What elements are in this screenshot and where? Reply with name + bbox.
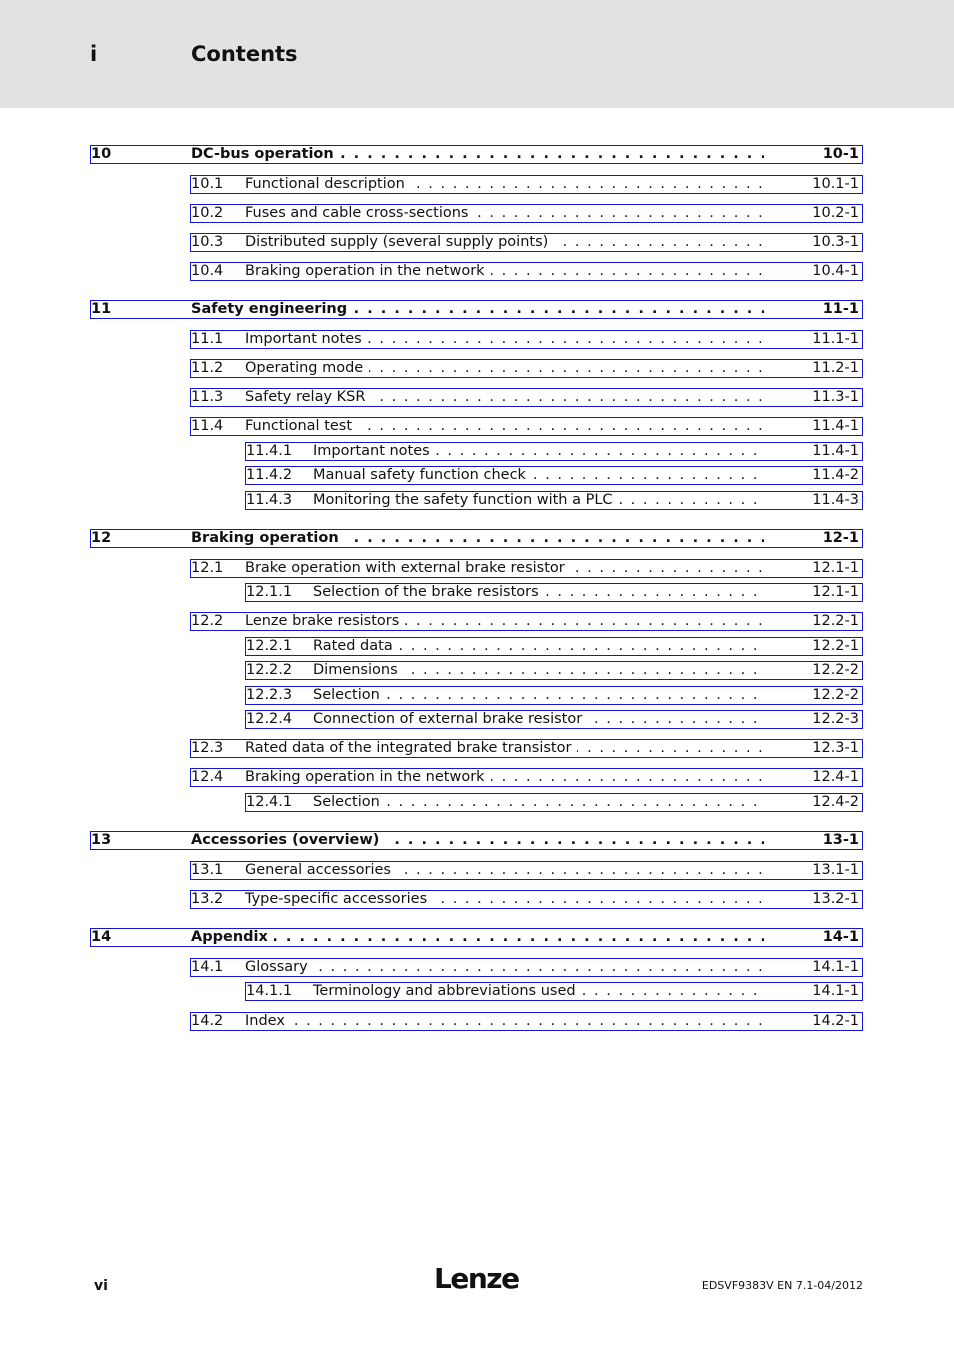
toc-entry-page: 11.4-3: [812, 492, 859, 508]
toc-entry-title: Distributed supply (several supply points): [245, 234, 554, 251]
toc-entry-12-4[interactable]: [190, 768, 863, 787]
toc-entry-page: 12.2-1: [812, 613, 859, 629]
toc-entry-title: Braking operation in the network: [245, 263, 491, 280]
toc-entry-number: 11.4.3: [246, 492, 293, 508]
toc-entry-page: 10.2-1: [812, 205, 859, 221]
toc-entry-11-4[interactable]: [190, 417, 863, 436]
toc-entry-page: 12.2-2: [812, 687, 859, 703]
toc-entry-title: Glossary: [245, 959, 314, 976]
toc-entry-number: 11: [91, 301, 112, 317]
toc-entry-page: 13.2-1: [812, 891, 859, 907]
toc-entry-page: 12.1-1: [812, 560, 859, 576]
toc-entry-page: 14.1-1: [812, 959, 859, 975]
toc-entry-11-3[interactable]: [190, 388, 863, 407]
toc-entry-11-1[interactable]: [190, 330, 863, 349]
toc-entry-number: 12.1.1: [246, 584, 293, 600]
toc-entry-11-2[interactable]: [190, 359, 863, 378]
toc-entry-page: 11.4-1: [812, 443, 859, 459]
toc-entry-title: Rated data: [313, 638, 399, 655]
page-title: Contents: [191, 42, 298, 66]
toc-entry-12-3[interactable]: [190, 739, 863, 758]
toc-entry-title: Selection: [313, 687, 386, 704]
toc-entry-number: 11.4.2: [246, 467, 293, 483]
toc-entry-number: 11.1: [191, 331, 224, 347]
toc-entry-title: Index: [245, 1013, 291, 1030]
toc-entry-title: Monitoring the safety function with a PLC: [313, 492, 619, 509]
toc-entry-page: 10.3-1: [812, 234, 859, 250]
toc-entry-10-4[interactable]: [190, 262, 863, 281]
toc-entry-12-2-2[interactable]: [245, 661, 863, 680]
toc-entry-12-2-4[interactable]: [245, 710, 863, 729]
toc-entry-title: Braking operation: [191, 530, 345, 547]
toc-entry-13-2[interactable]: [190, 890, 863, 909]
toc-entry-12-1-1[interactable]: [245, 583, 863, 602]
toc-entry-11-4-1[interactable]: [245, 442, 863, 461]
footer-page-number: vi: [94, 1278, 108, 1294]
toc-entry-title: Braking operation in the network: [245, 769, 491, 786]
toc-entry-title: Important notes: [245, 331, 368, 348]
toc-entry-number: 11.3: [191, 389, 224, 405]
toc-entry-title: Functional test: [245, 418, 358, 435]
toc-entry-title: Dimensions: [313, 662, 404, 679]
toc-entry-title: Selection of the brake resistors: [313, 584, 545, 601]
toc-entry-title: Connection of external brake resistor: [313, 711, 588, 728]
toc-entry-page: 11.4-1: [812, 418, 859, 434]
toc-entry-title: Selection: [313, 794, 386, 811]
toc-entry-page: 11.1-1: [812, 331, 859, 347]
toc-entry-number: 13.2: [191, 891, 224, 907]
toc-entry-number: 14.1.1: [246, 983, 293, 999]
toc-entry-number: 10.4: [191, 263, 224, 279]
toc-entry-page: 11.2-1: [812, 360, 859, 376]
toc-entry-number: 11.2: [191, 360, 224, 376]
toc-entry-12-2-1[interactable]: [245, 637, 863, 656]
toc-entry-title: Accessories (overview): [191, 832, 385, 849]
toc-entry-number: 12.4: [191, 769, 224, 785]
toc-entry-title: DC-bus operation: [191, 146, 340, 163]
toc-entry-number: 12.2: [191, 613, 224, 629]
toc-entry-10-2[interactable]: [190, 204, 863, 223]
toc-entry-number: 14: [91, 929, 112, 945]
toc-entry-number: 12: [91, 530, 112, 546]
toc-entry-14-1[interactable]: [190, 958, 863, 977]
toc-entry-number: 12.2.3: [246, 687, 293, 703]
toc-entry-number: 12.2.4: [246, 711, 293, 727]
toc-entry-title: Functional description: [245, 176, 411, 193]
toc-entry-page: 14.2-1: [812, 1013, 859, 1029]
toc-entry-title: Fuses and cable cross-sections: [245, 205, 475, 222]
toc-entry-page: 12.4-1: [812, 769, 859, 785]
toc-entry-12-1[interactable]: [190, 559, 863, 578]
toc-entry-page: 10.1-1: [812, 176, 859, 192]
chapter-marker: i: [90, 42, 98, 66]
toc-entry-title: Safety engineering: [191, 301, 353, 318]
toc-entry-title: Rated data of the integrated brake transistor: [245, 740, 577, 757]
toc-entry-title: Terminology and abbreviations used: [313, 983, 582, 1000]
toc-entry-number: 14.1: [191, 959, 224, 975]
toc-entry-title: General accessories: [245, 862, 397, 879]
toc-entry-number: 14.2: [191, 1013, 224, 1029]
toc-entry-number: 12.2.1: [246, 638, 293, 654]
toc-entry-title: Operating mode: [245, 360, 369, 377]
toc-entry-number: 12.3: [191, 740, 224, 756]
toc-entry-number: 10.1: [191, 176, 224, 192]
toc-entry-number: 10: [91, 146, 112, 162]
toc-entry-page: 12.4-2: [812, 794, 859, 810]
toc-entry-title: Lenze brake resistors: [245, 613, 405, 630]
toc-entry-page: 11.3-1: [812, 389, 859, 405]
toc-entry-page: 10-1: [822, 146, 859, 162]
toc-entry-14[interactable]: [90, 928, 863, 947]
toc-entry-number: 13.1: [191, 862, 224, 878]
toc-entry-page: 12.2-3: [812, 711, 859, 727]
toc-entry-page: 14.1-1: [812, 983, 859, 999]
toc-entry-12-2[interactable]: [190, 612, 863, 631]
toc-entry-11-4-3[interactable]: [245, 491, 863, 510]
toc-entry-page: 13.1-1: [812, 862, 859, 878]
toc-entry-page: 13-1: [822, 832, 859, 848]
toc-entry-title: Type-specific accessories: [245, 891, 433, 908]
toc-entry-number: 12.2.2: [246, 662, 293, 678]
toc-entry-number: 11.4.1: [246, 443, 293, 459]
footer-document-id: EDSVF9383V EN 7.1-04/2012: [701, 1279, 863, 1292]
toc-entry-13-1[interactable]: [190, 861, 863, 880]
toc-entry-page: 12.2-2: [812, 662, 859, 678]
toc-entry-title: Important notes: [313, 443, 436, 460]
toc-entry-page: 10.4-1: [812, 263, 859, 279]
toc-entry-number: 12.1: [191, 560, 224, 576]
toc-entry-10[interactable]: [90, 145, 863, 164]
toc-entry-14-2[interactable]: [190, 1012, 863, 1031]
toc-entry-page: 14-1: [822, 929, 859, 945]
toc-entry-12[interactable]: [90, 529, 863, 548]
toc-entry-number: 10.3: [191, 234, 224, 250]
toc-entry-11[interactable]: [90, 300, 863, 319]
toc-entry-page: 12.2-1: [812, 638, 859, 654]
toc-entry-title: Manual safety function check: [313, 467, 532, 484]
toc-entry-number: 12.4.1: [246, 794, 293, 810]
toc-entry-10-1[interactable]: [190, 175, 863, 194]
toc-entry-10-3[interactable]: [190, 233, 863, 252]
toc-entry-number: 10.2: [191, 205, 224, 221]
toc-entry-page: 11-1: [822, 301, 859, 317]
lenze-logo: Lenze: [434, 1262, 519, 1295]
toc-entry-number: 13: [91, 832, 112, 848]
toc-entry-page: 12-1: [822, 530, 859, 546]
toc-entry-title: Safety relay KSR: [245, 389, 371, 406]
toc-entry-14-1-1[interactable]: [245, 982, 863, 1001]
toc-entry-11-4-2[interactable]: [245, 466, 863, 485]
toc-entry-number: 11.4: [191, 418, 224, 434]
toc-entry-title: Brake operation with external brake resistor: [245, 560, 571, 577]
toc-entry-page: 11.4-2: [812, 467, 859, 483]
toc-entry-12-4-1[interactable]: [245, 793, 863, 812]
toc-entry-13[interactable]: [90, 831, 863, 850]
toc-entry-title: Appendix: [191, 929, 274, 946]
toc-entry-page: 12.1-1: [812, 584, 859, 600]
toc-entry-12-2-3[interactable]: [245, 686, 863, 705]
toc-entry-page: 12.3-1: [812, 740, 859, 756]
